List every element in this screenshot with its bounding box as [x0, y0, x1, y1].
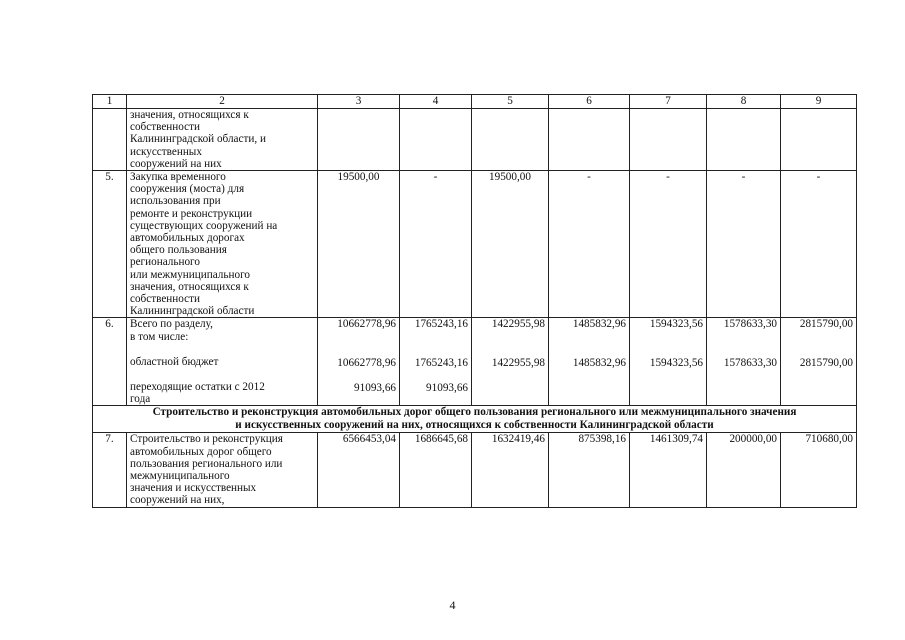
desc-line: Закупка временного	[130, 171, 226, 184]
total-value: 10662778,96	[337, 318, 396, 331]
col-header-8: 8	[707, 95, 781, 109]
budget-value: 10662778,96	[337, 356, 396, 369]
desc-line: сооружений на них	[130, 157, 222, 170]
value-col8: -	[707, 171, 781, 318]
value-col3: 19500,00	[318, 171, 400, 318]
col-header-9: 9	[781, 95, 857, 109]
section-heading-row	[93, 406, 857, 433]
col-header-1: 1	[93, 95, 127, 109]
budget-value: 2815790,00	[799, 356, 853, 369]
total-value: 1422955,98	[491, 318, 545, 331]
desc-line: значения, относящихся к	[130, 109, 249, 121]
row-number	[93, 109, 127, 171]
row-description	[127, 318, 318, 406]
value-col6: 875398,16	[549, 433, 630, 507]
budget-value: 1485832,96	[572, 356, 626, 369]
value-col6: -	[549, 171, 630, 318]
total-value: 1578633,30	[723, 318, 777, 331]
desc-line: Калининградской области, и	[130, 133, 266, 146]
total-value: 1765243,16	[414, 318, 468, 331]
section-heading-line: Строительство и реконструкция автомобильных дорог общего пользования регионального или межмуниципального значения	[152, 406, 797, 419]
page-number: 4	[449, 598, 456, 612]
total-value: 2815790,00	[799, 318, 853, 331]
value-col6	[549, 318, 630, 406]
desc-line: сооружений на них,	[130, 494, 225, 507]
budget-table	[92, 94, 857, 508]
value-col5: 1632419,46	[472, 433, 549, 507]
value-col3	[318, 318, 400, 406]
desc-line: Всего по разделу,	[130, 318, 213, 331]
value-col9: -	[781, 171, 857, 318]
value-col5: 19500,00	[472, 171, 549, 318]
row-description	[127, 171, 318, 318]
value-col4: 1686645,68	[400, 433, 472, 507]
desc-line: межмуниципального	[130, 470, 230, 483]
desc-line: собственности	[130, 293, 200, 306]
desc-line: сооружения (моста) для	[130, 183, 245, 196]
value-col8	[707, 318, 781, 406]
desc-line: Калининградской области	[130, 305, 255, 318]
value-col5	[472, 318, 549, 406]
value-col7: 1461309,74	[630, 433, 707, 507]
desc-line: автомобильных дорог общего	[130, 445, 272, 458]
value-col4: -	[400, 171, 472, 318]
rest-value: 91093,66	[426, 381, 468, 394]
desc-line: общего пользования	[130, 244, 227, 257]
header-row	[93, 95, 857, 109]
desc-line: регионального	[130, 256, 200, 269]
table-row-6	[93, 318, 857, 406]
row-description	[127, 433, 318, 507]
desc-line: искусственных	[130, 145, 202, 158]
rest-value: 91093,66	[354, 381, 396, 394]
col-header-4: 4	[400, 95, 472, 109]
row-description	[127, 109, 318, 171]
budget-value: 1422955,98	[491, 356, 545, 369]
budget-value: 1765243,16	[414, 356, 468, 369]
desc-line: собственности	[130, 121, 200, 134]
value-col9	[781, 318, 857, 406]
value-col7: -	[630, 171, 707, 318]
row-number: 7.	[93, 433, 127, 507]
table-row-7	[93, 433, 857, 507]
desc-line: пользования регионального или	[130, 457, 283, 470]
budget-value: 1594323,56	[649, 356, 703, 369]
value-col4	[400, 318, 472, 406]
table-row-continued	[93, 109, 857, 171]
col-header-5: 5	[472, 95, 549, 109]
desc-line: переходящие остатки с 2012	[130, 381, 265, 394]
desc-line: года	[130, 393, 151, 406]
total-value: 1594323,56	[649, 318, 703, 331]
budget-value: 1578633,30	[723, 356, 777, 369]
desc-line: существующих сооружений на	[130, 219, 278, 232]
desc-line: значения и искусственных	[130, 482, 257, 495]
desc-line: ремонте и реконструкции	[130, 207, 253, 220]
desc-line: областной бюджет	[130, 355, 219, 368]
desc-line: в том числе:	[130, 330, 189, 343]
desc-line: значения, относящихся к	[130, 280, 249, 293]
value-col7	[630, 318, 707, 406]
desc-line: использования при	[130, 195, 221, 208]
desc-line: или межмуниципального	[130, 268, 250, 281]
col-header-6: 6	[549, 95, 630, 109]
col-header-7: 7	[630, 95, 707, 109]
col-header-3: 3	[318, 95, 400, 109]
section-heading	[93, 406, 857, 433]
desc-line: Строительство и реконструкция	[130, 433, 283, 446]
col-header-2: 2	[127, 95, 318, 109]
section-heading-line: и искусственных сооружений на них, относящихся к собственности Калининградской области	[235, 418, 714, 431]
total-value: 1485832,96	[572, 318, 626, 331]
value-col8: 200000,00	[707, 433, 781, 507]
row-number: 6.	[93, 318, 127, 406]
value-col9: 710680,00	[781, 433, 857, 507]
value-col3: 6566453,04	[318, 433, 400, 507]
row-number: 5.	[93, 171, 127, 318]
table-row-5	[93, 171, 857, 318]
desc-line: автомобильных дорогах	[130, 232, 245, 245]
